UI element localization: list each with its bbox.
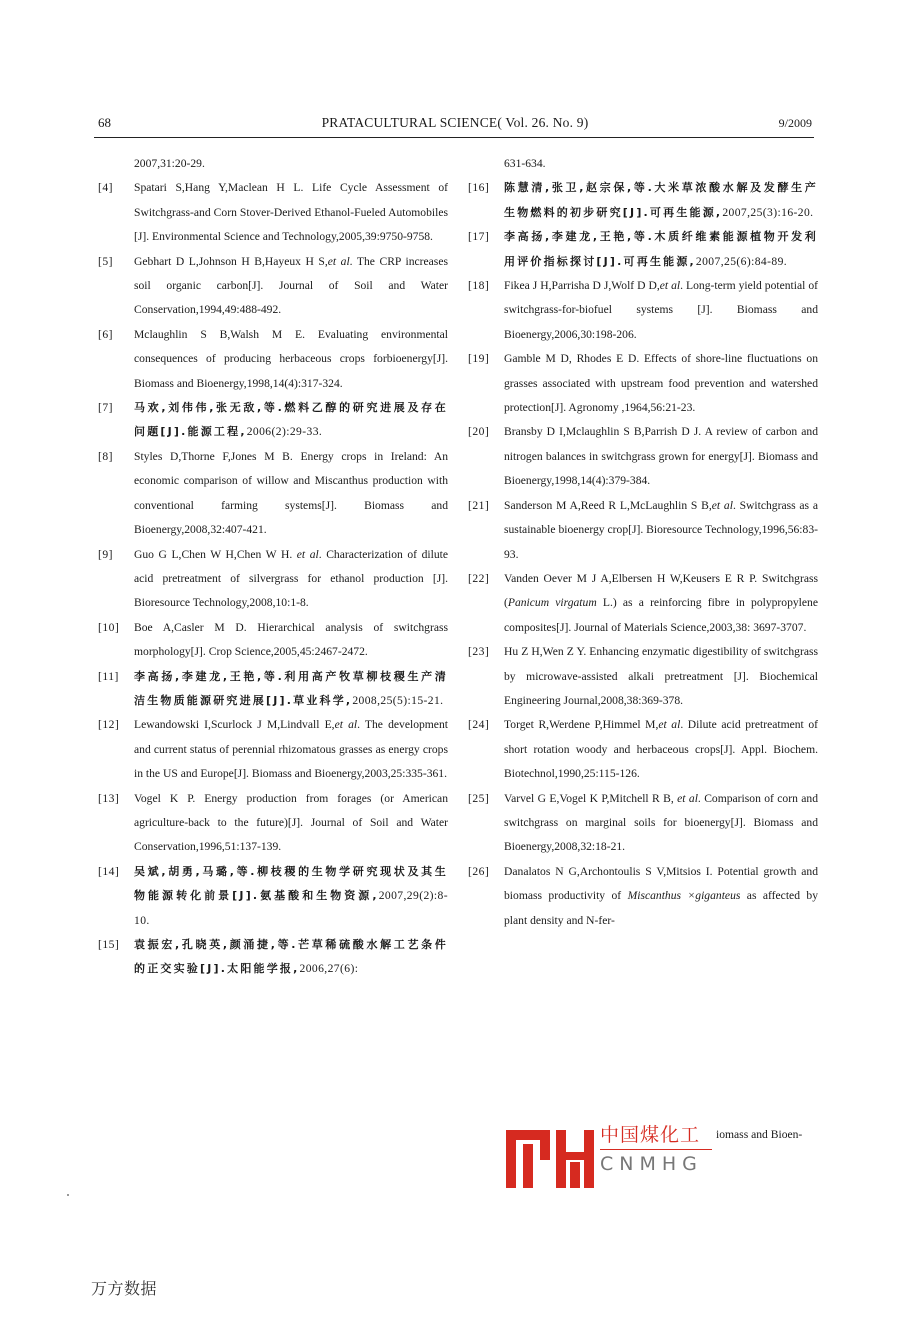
reference-italic-text: Miscanthus [627, 889, 682, 903]
reference-text-part: as affected by plant density and N-fer- [504, 889, 818, 927]
reference-text: Mclaughlin S B,Walsh M E. Evaluating environmental consequences of producing herbaceous crops forbioenergy[J]. Biomass and Bioenergy,1998,14(4):317-324. [134, 327, 448, 390]
reference-number: [22] [468, 571, 490, 585]
journal-title: PRATACULTURAL SCIENCE( Vol. 26. No. 9) [321, 115, 589, 130]
logo-mark-stroke [570, 1162, 580, 1188]
reference-entry [468, 640, 818, 713]
reference-text [134, 933, 448, 982]
reference-number: [16] [468, 181, 490, 195]
reference-chinese-text: 马欢,刘伟伟,张无敌,等.燃料乙醇的研究进展及存在问题[J].能源工程, [134, 401, 448, 439]
reference-text: Styles D,Thorne F,Jones M B. Energy crops in Ireland: An economic comparison of willow and Miscanthus production with conventional farming systems[J]. Biomass and Bioenergy,2008,32:407-421. [134, 449, 448, 537]
cnmhg-logo-mark-icon [506, 1122, 594, 1188]
reference-text-part: . Comparison of corn and switchgrass on marginal soils for bioenergy[J]. Biomass and Bioenergy,2008,32:18-21. [504, 791, 818, 854]
reference-italic-text: et al [659, 279, 681, 293]
reference-number: [14] [98, 864, 120, 878]
reference-text [504, 176, 818, 225]
reference-text-part: Danalatos N G,Archontoulis S V,Mitsios I. Potential growth and biomass productivity of [504, 864, 818, 903]
reference-text-part: . Long-term yield potential of switchgrass-for-biofuel systems [J]. Biomass and Bioenergy,2006,30:198-206. [504, 279, 818, 341]
reference-text [504, 713, 818, 786]
logo-rule [600, 1149, 712, 1150]
reference-text: 631-634. [504, 157, 546, 170]
reference-number: [23] [468, 645, 490, 659]
reference-italic-text: Panicum virgatum [507, 596, 597, 610]
reference-entry [98, 396, 448, 445]
reference-entry [98, 323, 448, 396]
header-rule [94, 137, 814, 138]
reference-text-part: . Switchgrass as a sustainable bioenergy crop[J]. Bioresource Technology,1996,56:83-93. [504, 498, 818, 561]
reference-citation-numbers: 2006(2):29-33. [246, 425, 323, 439]
issue-date: 9/2009 [778, 116, 812, 130]
reference-number: [24] [468, 718, 490, 732]
reference-text: Spatari S,Hang Y,Maclean H L. Life Cycle Assessment of Switchgrass-and Corn Stover-Derived Ethanol-Fueled Automobiles [J]. Environmental Science and Technology,2005,39:9750-9758. [134, 181, 448, 244]
reference-chinese-text: 李高扬,李建龙,王艳,等.利用高产牧草柳枝稷生产清洁生物质能源研究进展[J].草业科学, [134, 669, 448, 707]
reference-text-part: Guo G L,Chen W H,Chen W H. [134, 547, 297, 561]
reference-entry [98, 543, 448, 616]
reference-entry [98, 787, 448, 860]
reference-continuation [468, 152, 818, 176]
reference-text [134, 665, 448, 714]
reference-italic-text: et al [658, 718, 681, 732]
cnmhg-watermark-logo [506, 1122, 803, 1188]
reference-number: [9] [98, 547, 114, 561]
reference-italic-text: et al [677, 791, 698, 805]
reference-column-left [98, 152, 448, 982]
reference-text [134, 543, 448, 616]
reference-entry [468, 567, 818, 640]
reference-italic-text: et al [296, 547, 319, 561]
reference-entry [98, 713, 448, 786]
reference-number: [4] [98, 181, 114, 195]
reference-text-part: Varvel G E,Vogel K P,Mitchell R B, [504, 791, 678, 805]
page-number: 68 [98, 115, 111, 130]
reference-text: 2007,31:20-29. [134, 157, 205, 170]
reference-text [504, 225, 818, 274]
reference-entry [98, 933, 448, 982]
reference-text-part: Torget R,Werdene P,Himmel M, [504, 718, 659, 732]
reference-number: [19] [468, 352, 490, 366]
reference-entry [468, 347, 818, 420]
reference-chinese-text: 吴斌,胡勇,马璐,等.柳枝稷的生物学研究现状及其生物能源转化前景[J].氨基酸和生物资源, [134, 864, 448, 903]
reference-citation-numbers: 2008,25(5):15-21. [352, 693, 444, 707]
reference-number: [15] [98, 938, 120, 951]
logo-chinese-text: 中国煤化工 [600, 1124, 701, 1146]
reference-text: Gamble M D, Rhodes E D. Effects of shore-line fluctuations on grasses associated with upstream food prevention and watershed protection[J]. Agronomy ,1964,56:21-23. [504, 352, 818, 415]
reference-entry [468, 225, 818, 274]
reference-text-part: Sanderson M A,Reed R L,McLaughlin S B, [504, 498, 712, 512]
reference-citation-numbers: 2007,25(6):84-89. [695, 254, 788, 268]
reference-number: [18] [468, 279, 490, 293]
reference-number: [6] [98, 327, 114, 341]
reference-text [504, 567, 818, 640]
reference-number: [12] [98, 718, 120, 732]
page-header [98, 113, 812, 135]
reference-entry [98, 176, 448, 249]
reference-italic-text: et al [711, 498, 733, 512]
reference-chinese-text: 陈慧清,张卫,赵宗保,等.大米草浓酸水解及发酵生产生物燃料的初步研究[J].可再生能源, [504, 181, 818, 219]
reference-text [504, 860, 818, 933]
reference-text [504, 494, 818, 567]
reference-text-part: . Characterization of dilute acid pretreatment of silvergrass for ethanol production [J]. Bioresource Technology,2008,10:1-8. [134, 547, 448, 610]
logo-mark-stroke [584, 1130, 594, 1188]
reference-text-part: Fikea J H,Parrisha D J,Wolf D D, [504, 279, 660, 293]
reference-citation-numbers: 2007,29(2):8-10. [134, 889, 448, 927]
logo-mark-stroke [540, 1130, 550, 1160]
reference-number: [26] [468, 864, 490, 878]
reference-citation-numbers: 2006,27(6): [299, 962, 359, 976]
reference-entry [98, 665, 448, 714]
reference-continuation [98, 152, 448, 176]
reference-text-part: Vanden Oever M J A,Elbersen H W,Keusers E R P. Switchgrass ( [504, 571, 818, 610]
logo-mark-stroke [523, 1144, 533, 1188]
reference-citation-numbers: 2007,25(3):16-20. [722, 205, 814, 219]
reference-text-part: . The CRP increases soil organic carbon[J]. Journal of Soil and Water Conservation,1994,49:488-492. [134, 254, 448, 317]
reference-text [134, 250, 448, 323]
reference-number: [21] [468, 498, 490, 512]
scan-artifact-dot [67, 1194, 69, 1196]
reference-entry [468, 860, 818, 933]
reference-text: Hu Z H,Wen Z Y. Enhancing enzymatic digestibility of switchgrass by microwave-assisted alkali pretreatment [J]. Biochemical Engineering Journal,2008,38:369-378. [504, 645, 818, 707]
reference-entry [468, 787, 818, 860]
reference-text-part: L.) as a reinforcing fibre in polypropylene composites[J]. Journal of Materials Science,2003,38: 3697-3707. [504, 596, 818, 634]
reference-italic-text: et al [327, 254, 350, 268]
reference-text: Bransby D I,Mclaughlin S B,Parrish D J. A review of carbon and nitrogen balances in switchgrass grown for energy[J]. Biomass and Bioenergy,1998,14(4):379-384. [504, 425, 818, 488]
reference-italic-text: et al [334, 718, 358, 732]
reference-column-right [468, 152, 818, 933]
reference-text [134, 860, 448, 933]
logo-english-text: CNMHG [600, 1153, 703, 1175]
reference-number: [7] [98, 401, 114, 415]
reference-entry [98, 445, 448, 543]
reference-text-part: Gebhart D L,Johnson H B,Hayeux H S, [134, 254, 328, 268]
reference-italic-text: ×giganteus [687, 889, 741, 903]
reference-text [504, 787, 818, 860]
reference-text-part: Lewandowski I,Scurlock J M,Lindvall E, [134, 718, 335, 732]
reference-entry [98, 860, 448, 933]
reference-text [504, 274, 818, 347]
reference-number: [17] [468, 230, 490, 244]
reference-text [134, 713, 448, 786]
footer-source-watermark: 万方数据 [91, 1279, 158, 1298]
reference-number: [8] [98, 449, 114, 463]
reference-number: [13] [98, 791, 120, 805]
reference-text: Boe A,Casler M D. Hierarchical analysis of switchgrass morphology[J]. Crop Science,2005,45:2467-2472. [134, 620, 448, 659]
reference-number: [11] [98, 669, 119, 683]
reference-entry [468, 420, 818, 493]
reference-entry [468, 494, 818, 567]
reference-text: Vogel K P. Energy production from forages (or American agriculture-back to the future)[J]. Journal of Soil and Water Conservation,1996,51:137-139. [134, 791, 448, 854]
reference-entry [468, 176, 818, 225]
reference-text [134, 396, 448, 445]
reference-chinese-text: 袁振宏,孔晓英,颜涌捷,等.芒草稀硫酸水解工艺条件的正交实验[J].太阳能学报, [134, 938, 448, 976]
reference-26-overlapped-line: iomass and Bioen- [716, 1128, 803, 1141]
reference-chinese-text: 李高扬,李建龙,王艳,等.木质纤维素能源植物开发利用评价指标探讨[J].可再生能源, [504, 230, 818, 268]
reference-number: [10] [98, 620, 120, 634]
reference-number: [20] [468, 425, 490, 439]
reference-entry [98, 616, 448, 665]
reference-entry [468, 713, 818, 786]
reference-entry [468, 274, 818, 347]
reference-number: [25] [468, 791, 490, 805]
reference-text-part: . Dilute acid pretreatment of short rotation woody and herbaceous crops[J]. Appl. Biochem. Biotechnol,1990,25:115-126. [504, 718, 818, 781]
reference-number: [5] [98, 254, 114, 268]
reference-entry [98, 250, 448, 323]
reference-text-part: . The development and current status of perennial rhizomatous grasses as energy crops in the US and Europe[J]. Biomass and Bioenergy,2003,25:335-361. [134, 718, 448, 781]
